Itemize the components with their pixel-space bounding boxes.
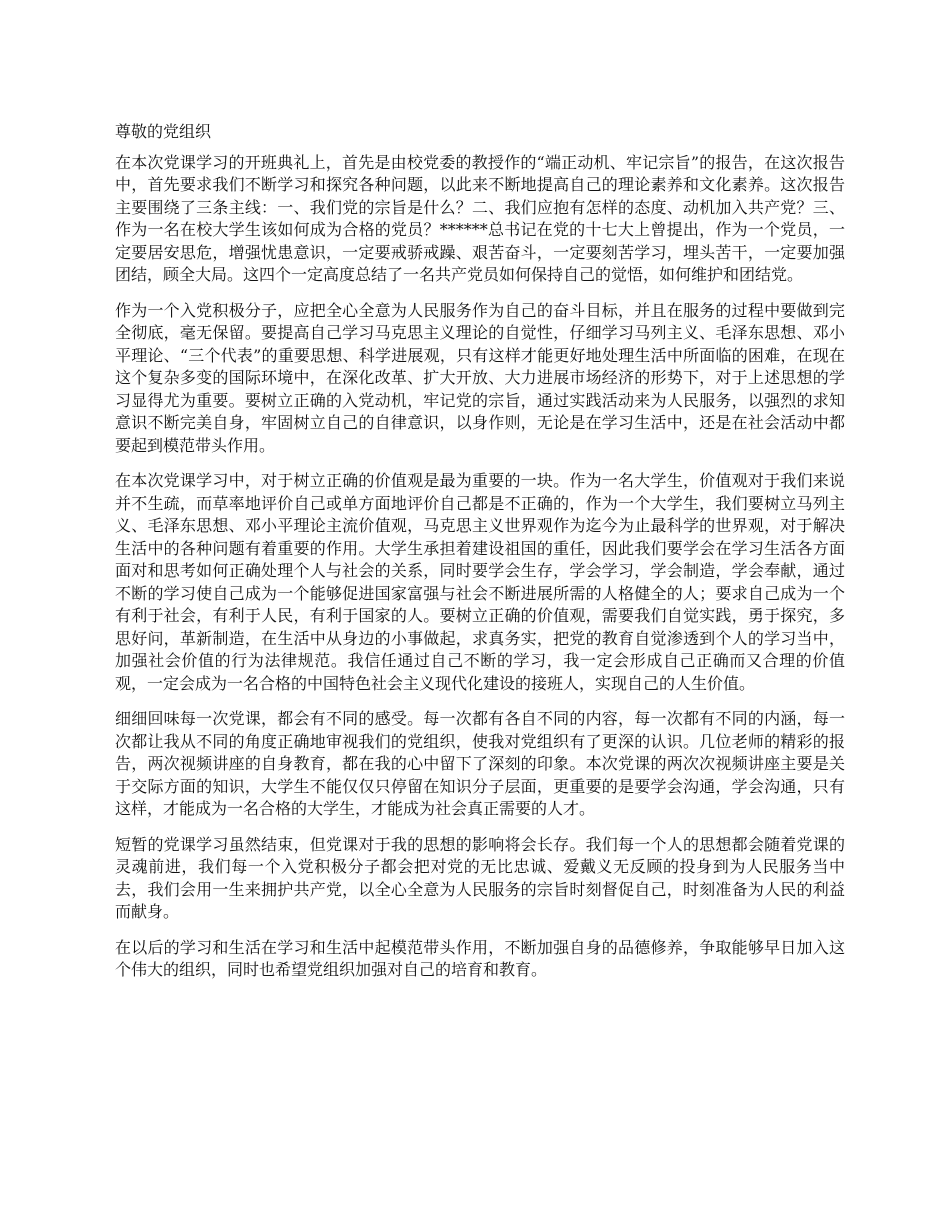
paragraph-5: 短暂的党课学习虽然结束，但党课对于我的思想的影响将会长存。我们每一个人的思想都会随着党课的灵魂前进，我们每一个入党积极分子都会把对党的无比忠诚、爱戴义无反顾的投身到为人民服务当中去，我们会用一生来拥护共产党，以全心全意为人民服务的宗旨时刻督促自己，时刻准备为人民的利益而献身。 — [115, 834, 845, 921]
paragraph-4: 细细回味每一次党课，都会有不同的感受。每一次都有各自不同的内容，每一次都有不同的内涵，每一次都让我从不同的角度正确地审视我们的党组织，使我对党组织有了更深的认识。几位老师的精彩的报告，两次视频讲座的自身教育，都在我的心中留下了深刻的印象。本次党课的两次次视频讲座主要是关于交际方面的知识，大学生不能仅仅只停留在知识分子层面，更重要的是要学会沟通，学会沟通，只有这样，才能成为一名合格的大学生，才能成为社会真正需要的人才。 — [115, 709, 845, 818]
document-body — [115, 121, 845, 995]
paragraph-2: 作为一个入党积极分子，应把全心全意为人民服务作为自己的奋斗目标，并且在服务的过程中要做到完全彻底，毫无保留。要提高自己学习马克思主义理论的自觉性，仔细学习马列主义、毛泽东思想、邓小平理论、“三个代表”的重要思想、科学进展观，只有这样才能更好地处理生活中所面临的困难，在现在这个复杂多变的国际环境中，在深化改革、扩大开放、大力进展市场经济的形势下，对于上述思想的学习显得尤为重要。要树立正确的入党动机，牢记党的宗旨，通过实践活动来为人民服务，以强烈的求知意识不断完美自身，牢固树立自己的自律意识，以身作则，无论是在学习生活中，还是在社会活动中都要起到模范带头作用。 — [115, 300, 845, 455]
paragraph-3: 在本次党课学习中，对于树立正确的价值观是最为重要的一块。作为一名大学生，价值观对于我们来说并不生疏，而草率地评价自己或单方面地评价自己都是不正确的，作为一个大学生，我们要树立马列主义、毛泽东思想、邓小平理论主流价值观，马克思主义世界观作为迄今为止最科学的世界观，对于解决生活中的各种问题有着重要的作用。大学生承担着建设祖国的重任，因此我们要学会在学习生活各方面面对和思考如何正确处理个人与社会的关系，同时要学会生存，学会学习，学会制造，学会奉献，通过不断的学习使自己成为一个能够促进国家富强与社会不断进展所需的人格健全的人；要求自己成为一个有利于社会，有利于人民，有利于国家的人。要树立正确的价值观，需要我们自觉实践，勇于探究，多思好问，革新制造，在生活中从身边的小事做起，求真务实，把党的教育自觉渗透到个人的学习当中，加强社会价值的行为法律规范。我信任通过自己不断的学习，我一定会形成自己正确而又合理的价值观，一定会成为一名合格的中国特色社会主义现代化建设的接班人，实现自己的人生价值。 — [115, 471, 845, 693]
paragraph-6: 在以后的学习和生活在学习和生活中起模范带头作用，不断加强自身的品德修养，争取能够早日加入这个伟大的组织，同时也希望党组织加强对自己的培育和教育。 — [115, 937, 845, 979]
paragraph-1: 在本次党课学习的开班典礼上，首先是由校党委的教授作的“端正动机、牢记宗旨”的报告，在这次报告中，首先要求我们不断学习和探究各种问题，以此来不断地提高自己的理论素养和文化素养。这次报告主要围绕了三条主线：一、我们党的宗旨是什么？二、我们应抱有怎样的态度、动机加入共产党？三、作为一名在校大学生该如何成为合格的党员？******总书记在党的十七大上曾提出，作为一个党员，一定要居安思危，增强忧患意识，一定要戒骄戒躁、艰苦奋斗，一定要刻苦学习，埋头苦干，一定要加强团结，顾全大局。这四个一定高度总结了一名共产党员如何保持自己的觉悟，如何维护和团结党。 — [115, 152, 845, 284]
salutation: 尊敬的党组织 — [115, 122, 212, 141]
